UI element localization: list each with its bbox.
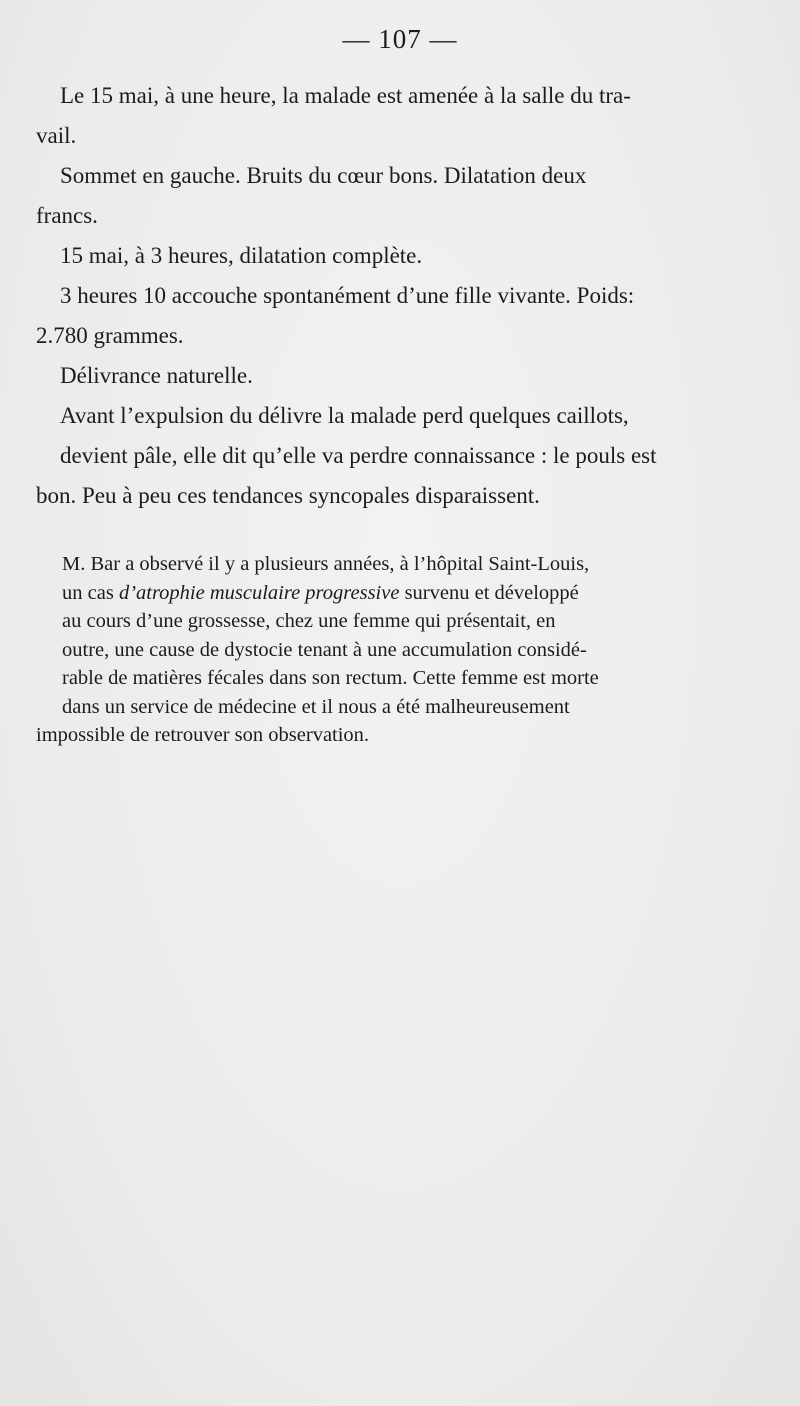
text-line: au cours d’une grossesse, chez une femme qui présentait, en xyxy=(62,610,556,632)
text-line: dans un service de médecine et il nous a été malheureusement xyxy=(62,695,570,718)
text-line: rable de matières fécales dans son rectum. Cette femme est morte xyxy=(62,667,599,689)
text-line: francs. xyxy=(36,203,98,228)
text-line: devient pâle, elle dit qu’elle va perdre connaissance : le pouls est xyxy=(60,443,657,468)
text-line xyxy=(36,579,676,608)
page-number: — 107 — xyxy=(342,24,458,54)
text-line: M. Bar a observé il y a plusieurs années, à l’hôpital Saint-Louis, xyxy=(62,553,590,575)
paragraph-delivrance: Délivrance naturelle. xyxy=(60,363,253,388)
paragraph-syncope xyxy=(36,396,676,516)
italic-term: d’atrophie musculaire progressive xyxy=(118,581,400,604)
text-line: Avant l’expulsion du délivre la malade perd quelques caillots, xyxy=(60,403,629,428)
paragraph-examination xyxy=(36,156,676,236)
text-segment: un cas xyxy=(62,581,119,604)
paragraph-dilatation: 15 mai, à 3 heures, dilatation complète. xyxy=(60,243,423,268)
case-notes xyxy=(36,76,676,516)
observation-note xyxy=(36,550,676,750)
text-line: impossible de retrouver son observation. xyxy=(36,724,370,746)
paragraph-observation xyxy=(36,550,676,750)
text-line: Sommet en gauche. Bruits du cœur bons. Dilatation deux xyxy=(60,163,587,188)
text-line: 2.780 grammes. xyxy=(36,323,184,348)
text-line: vail. xyxy=(36,123,77,148)
text-segment: survenu et développé xyxy=(399,581,579,604)
text-line: 3 heures 10 accouche spontanément d’une fille vivante. Poids: xyxy=(60,283,635,308)
paragraph-admission xyxy=(36,76,676,156)
text-line: outre, une cause de dystocie tenant à une accumulation considé- xyxy=(62,638,587,661)
paragraph-delivery xyxy=(36,276,676,356)
text-line: bon. Peu à peu ces tendances syncopales disparaissent. xyxy=(36,483,540,508)
text-line: Le 15 mai, à une heure, la malade est amenée à la salle du tra- xyxy=(60,83,631,108)
